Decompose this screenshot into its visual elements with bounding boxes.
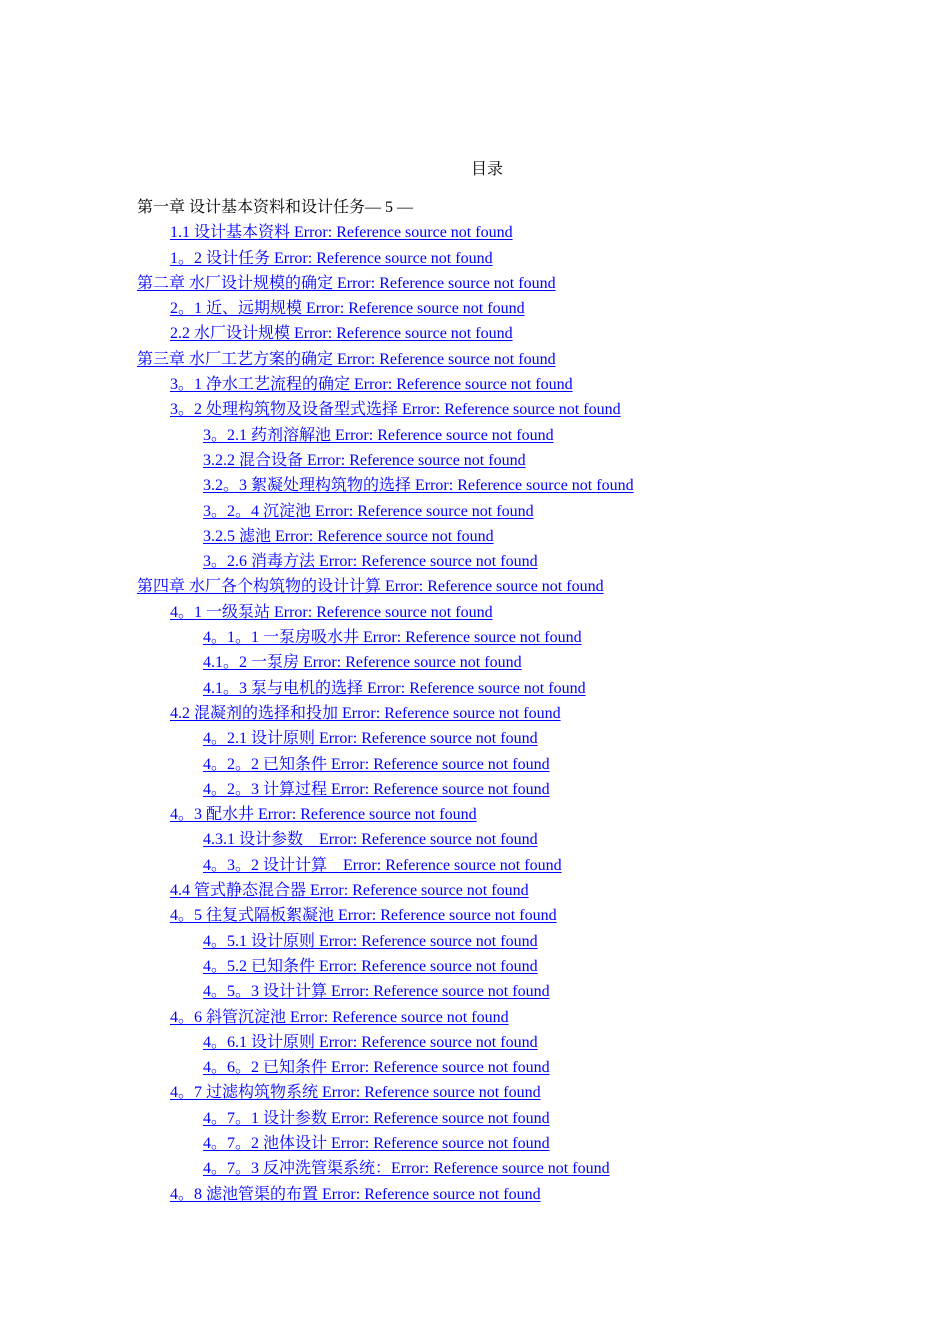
toc-entry [0, 222, 950, 247]
toc-entry [0, 627, 950, 652]
toc-entry-link[interactable]: 1。2 设计任务 Error: Reference source not found [170, 249, 493, 267]
toc-entry-link[interactable]: 4。2。3 计算过程 Error: Reference source not found [203, 780, 550, 798]
toc-entry-link[interactable]: 4。5.1 设计原则 Error: Reference source not found [203, 932, 538, 950]
toc-entry [0, 399, 950, 424]
toc-entry [0, 1007, 950, 1032]
toc-entry-link[interactable]: 3。1 净水工艺流程的确定 Error: Reference source not found [170, 376, 573, 394]
toc-entry-link[interactable]: 4.2 混凝剂的选择和投加 Error: Reference source not found [170, 704, 561, 722]
toc-entry [0, 905, 950, 930]
toc-entry [0, 728, 950, 753]
toc-entry [0, 526, 950, 551]
toc-entry [0, 1082, 950, 1107]
toc-entry-link[interactable]: 4。7 过滤构筑物系统 Error: Reference source not found [170, 1084, 541, 1102]
toc-entry [0, 1184, 950, 1209]
toc-entry-link[interactable]: 4.1。2 一泵房 Error: Reference source not found [203, 654, 522, 672]
toc-entry-link[interactable]: 4.4 管式静态混合器 Error: Reference source not found [170, 882, 529, 900]
toc-entry-link[interactable]: 4。1。1 一泵房吸水井 Error: Reference source not found [203, 629, 582, 647]
toc-entry [0, 197, 950, 222]
toc-entry-link[interactable]: 4。5。3 设计计算 Error: Reference source not found [203, 983, 550, 1001]
toc-entry [0, 956, 950, 981]
toc-entry-link[interactable]: 3.2.2 混合设备 Error: Reference source not found [203, 451, 526, 469]
toc-entry [0, 248, 950, 273]
toc-entry [0, 829, 950, 854]
toc-entry [0, 1108, 950, 1133]
toc-entry [0, 880, 950, 905]
toc-entry-link[interactable]: 第二章 水厂设计规模的确定 Error: Reference source not found [137, 274, 556, 292]
toc-entry-link[interactable]: 4。6.1 设计原则 Error: Reference source not found [203, 1033, 538, 1051]
toc-entry-link[interactable]: 3。2.6 消毒方法 Error: Reference source not found [203, 553, 538, 571]
toc-entry-link[interactable]: 3。2.1 药剂溶解池 Error: Reference source not found [203, 426, 554, 444]
toc-entry [0, 754, 950, 779]
toc-entry-link[interactable]: 4。6。2 已知条件 Error: Reference source not found [203, 1059, 550, 1077]
toc-entry [0, 981, 950, 1006]
toc-entry-link[interactable]: 4。3 配水井 Error: Reference source not found [170, 806, 477, 824]
toc-entry [0, 501, 950, 526]
toc-list [0, 197, 950, 1209]
toc-entry [0, 450, 950, 475]
toc-entry [0, 425, 950, 450]
toc-entry-link[interactable]: 4。2。2 已知条件 Error: Reference source not found [203, 755, 550, 773]
toc-entry [0, 1158, 950, 1183]
toc-entry-link[interactable]: 2。1 近、远期规模 Error: Reference source not found [170, 300, 525, 318]
toc-entry-link[interactable]: 第三章 水厂工艺方案的确定 Error: Reference source not found [137, 350, 556, 368]
toc-entry-link[interactable]: 4。6 斜管沉淀池 Error: Reference source not found [170, 1008, 509, 1026]
toc-entry-link[interactable]: 4。2.1 设计原则 Error: Reference source not found [203, 730, 538, 748]
toc-title: 目录 [470, 161, 503, 178]
toc-entry [0, 551, 950, 576]
toc-entry-link[interactable]: 4。1 一级泵站 Error: Reference source not found [170, 603, 493, 621]
toc-entry [0, 273, 950, 298]
toc-entry-link[interactable]: 4。3。2 设计计算 Error: Reference source not found [203, 856, 562, 874]
toc-entry-link[interactable]: 4。5.2 已知条件 Error: Reference source not found [203, 957, 538, 975]
toc-entry [0, 855, 950, 880]
toc-entry-link[interactable]: 3.2。3 絮凝处理构筑物的选择 Error: Reference source not found [203, 477, 634, 495]
toc-entry [0, 323, 950, 348]
toc-entry [0, 779, 950, 804]
toc-entry [0, 298, 950, 323]
toc-entry-link[interactable]: 第四章 水厂各个构筑物的设计计算 Error: Reference source not found [137, 578, 604, 596]
toc-entry-text: 第一章 设计基本资料和设计任务— 5 — [137, 199, 414, 216]
toc-entry [0, 931, 950, 956]
toc-entry [0, 1133, 950, 1158]
toc-entry [0, 703, 950, 728]
toc-entry [0, 374, 950, 399]
toc-entry-link[interactable]: 4。7。2 池体设计 Error: Reference source not found [203, 1134, 550, 1152]
toc-entry [0, 349, 950, 374]
toc-entry-link[interactable]: 3。2。4 沉淀池 Error: Reference source not found [203, 502, 534, 520]
toc-entry-link[interactable]: 2.2 水厂设计规模 Error: Reference source not found [170, 325, 513, 343]
toc-entry [0, 1032, 950, 1057]
toc-entry [0, 652, 950, 677]
toc-entry-link[interactable]: 4。5 往复式隔板絮凝池 Error: Reference source not found [170, 907, 557, 925]
toc-entry-link[interactable]: 4。8 滤池管渠的布置 Error: Reference source not found [170, 1185, 541, 1203]
toc-entry [0, 1057, 950, 1082]
toc-entry-link[interactable]: 4.1。3 泵与电机的选择 Error: Reference source not found [203, 679, 586, 697]
toc-entry-link[interactable]: 3。2 处理构筑物及设备型式选择 Error: Reference source not found [170, 401, 621, 419]
toc-entry [0, 804, 950, 829]
toc-entry-link[interactable]: 4.3.1 设计参数 Error: Reference source not found [203, 831, 538, 849]
toc-entry [0, 576, 950, 601]
toc-entry [0, 602, 950, 627]
toc-entry-link[interactable]: 4。7。1 设计参数 Error: Reference source not found [203, 1109, 550, 1127]
toc-entry [0, 678, 950, 703]
toc-entry-link[interactable]: 3.2.5 滤池 Error: Reference source not found [203, 527, 494, 545]
toc-entry-link[interactable]: 4。7。3 反冲洗管渠系统：Error: Reference source not found [203, 1160, 610, 1178]
toc-entry-link[interactable]: 1.1 设计基本资料 Error: Reference source not found [170, 224, 513, 242]
toc-entry [0, 475, 950, 500]
